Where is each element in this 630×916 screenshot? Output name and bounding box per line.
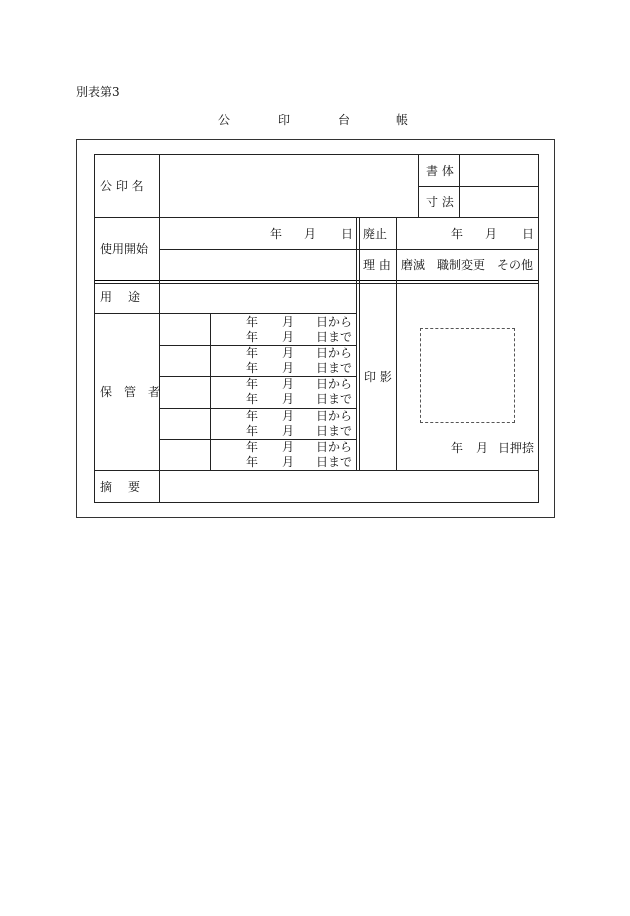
title-char-4: 帳 [396, 113, 409, 127]
to-year: 年 [246, 361, 259, 375]
to-suffix: 日まで [316, 424, 353, 438]
impression-label: 印 影 [364, 370, 392, 384]
to-year: 年 [246, 424, 259, 438]
from-suffix: 日から [316, 409, 353, 423]
abolition-year: 年 [451, 227, 464, 241]
start-date-day: 日 [341, 227, 354, 241]
stamp-placeholder-box [420, 328, 515, 423]
start-date-year: 年 [270, 227, 283, 241]
dimensions-label: 寸 法 [426, 195, 454, 209]
abolition-month: 月 [485, 227, 498, 241]
from-month: 月 [282, 346, 295, 360]
to-month: 月 [282, 392, 295, 406]
from-month: 月 [282, 377, 295, 391]
to-suffix: 日まで [316, 361, 353, 375]
from-year: 年 [246, 315, 259, 329]
summary-label: 摘 要 [100, 480, 143, 494]
start-date-label: 使用開始 [100, 242, 149, 256]
seal-name-label: 公 印 名 [100, 179, 144, 193]
from-suffix: 日から [316, 440, 353, 454]
start-date-month: 月 [304, 227, 317, 241]
from-year: 年 [246, 440, 259, 454]
stamped-day-suffix: 日押捺 [498, 441, 535, 455]
to-suffix: 日まで [316, 455, 353, 469]
title-char-1: 公 [218, 113, 231, 127]
title-char-2: 印 [278, 113, 291, 127]
from-suffix: 日から [316, 315, 353, 329]
to-year: 年 [246, 455, 259, 469]
typeface-label: 書 体 [426, 164, 454, 178]
from-year: 年 [246, 377, 259, 391]
abolition-day: 日 [522, 227, 535, 241]
to-month: 月 [282, 330, 295, 344]
from-year: 年 [246, 346, 259, 360]
from-month: 月 [282, 440, 295, 454]
to-suffix: 日まで [316, 392, 353, 406]
reason-label: 理 由 [363, 258, 391, 272]
purpose-label: 用 途 [100, 290, 143, 304]
abolition-label: 廃止 [363, 227, 388, 241]
to-year: 年 [246, 330, 259, 344]
from-month: 月 [282, 409, 295, 423]
title-char-3: 台 [338, 113, 351, 127]
stamped-year: 年 [451, 441, 464, 455]
annex-label: 別表第3 [76, 85, 120, 99]
from-year: 年 [246, 409, 259, 423]
from-suffix: 日から [316, 377, 353, 391]
stamped-month: 月 [476, 441, 489, 455]
from-suffix: 日から [316, 346, 353, 360]
to-suffix: 日まで [316, 330, 353, 344]
custodian-label: 保 管 者 [100, 385, 161, 399]
from-month: 月 [282, 315, 295, 329]
to-month: 月 [282, 455, 295, 469]
to-month: 月 [282, 424, 295, 438]
reason-options: 磨滅 職制変更 その他 [401, 258, 534, 272]
to-month: 月 [282, 361, 295, 375]
to-year: 年 [246, 392, 259, 406]
